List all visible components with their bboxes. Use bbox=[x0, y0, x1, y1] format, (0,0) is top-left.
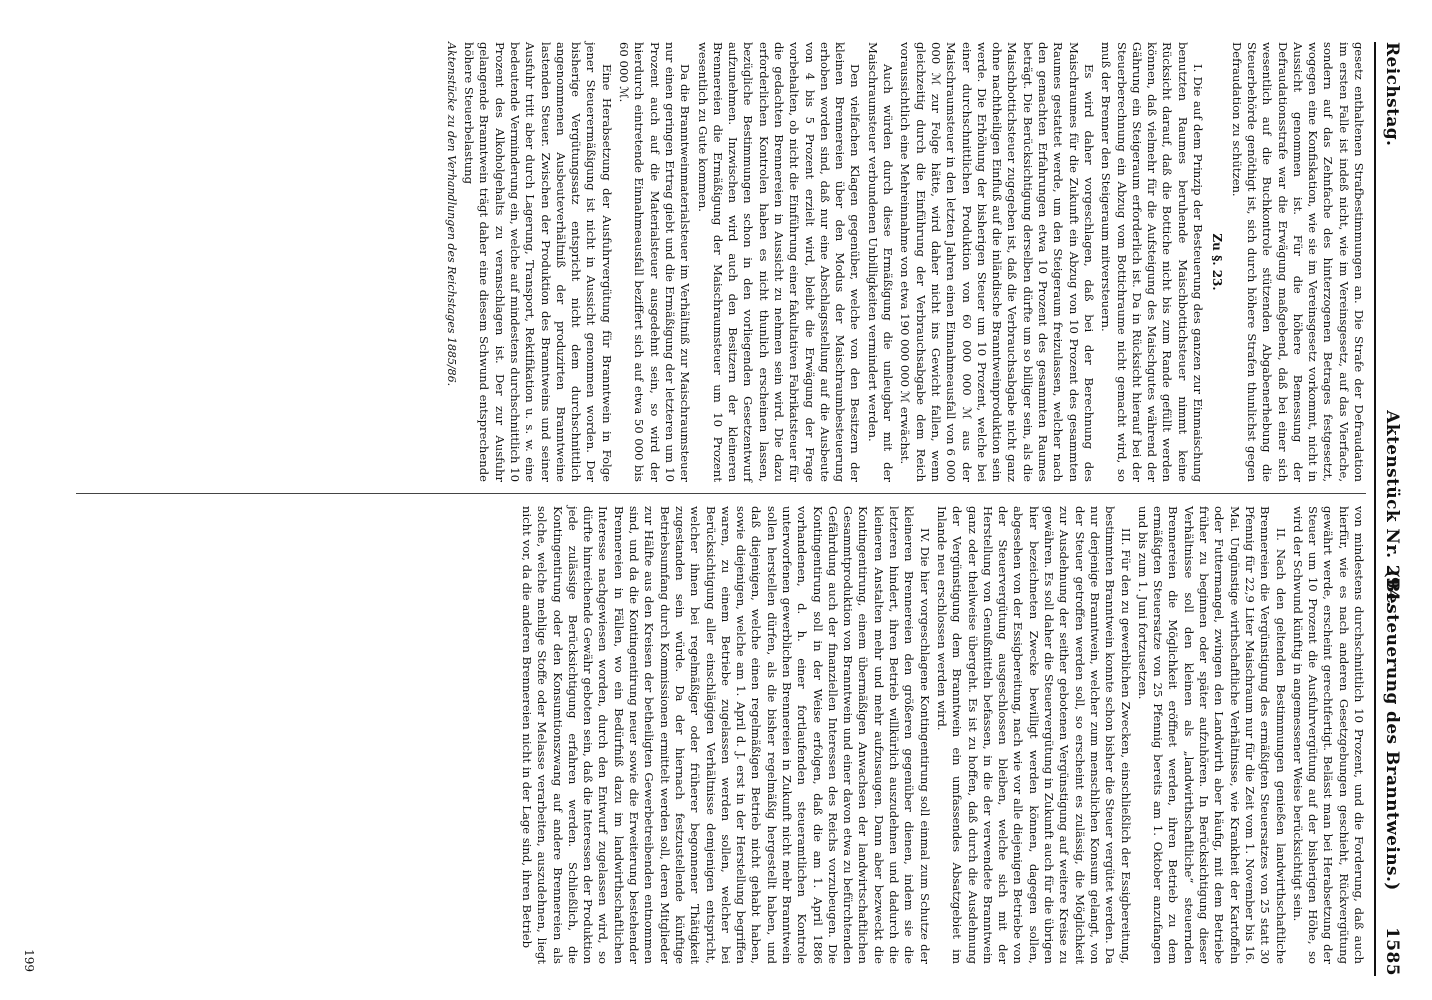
left-paragraph: Den vielfachen Klagen gegenüber, welche von den Besitzern der kleinen Brennereien über den Modus der Maischraumbesteuerung erhoben worden sind, daß nur eine Abschlagsstellung auf die Ausbeute von 4 bis 5 Prozent erzielt wird, bleibt die Erwägung der Frage vorbehalten, ob nicht die Einführung einer fakultativen Fabrikatsteuer für die gedachten Brennereien in Aussicht zu nehmen sein wird. Die dazu erforderlichen Kontrolen haben es nicht thunlich erscheinen lassen, bezügliche Bestimmungen schon in den vorliegenden Gesetzentwurf aufzunehmen. Inzwischen wird auch den Besitzern der kleineren Brennereien die Ermäßigung der Maischraumsteuer um 10 Prozent wesentlich zu Gute kommen. bbox=[695, 42, 863, 482]
right-column bbox=[517, 506, 1366, 964]
sheet-number: 199 bbox=[22, 949, 36, 972]
column-divider bbox=[76, 493, 1366, 494]
left-paragraph: Auch würden durch diese Ermäßigung die unleugbar mit der Maischraumsteuer verbundenen Unbilligkeiten vermindert werden. bbox=[865, 42, 896, 482]
page-header bbox=[1374, 42, 1412, 976]
left-paragraph: gesetz enthaltenen Strafbestimmungen an. Die Strafe der Defraudation im ersten Falle ist indeß nicht, wie im Vereinsgesetz, auf das Vierfache, sondern auf das Zehnfache des hinterzogenen Betrages festgesetzt, wogegen eine Konfiskation, wie sie im Vereinsgesetz vorkommt, nicht in Aussicht genommen ist. Für die höhere Bemessung der Defraudationsstrafe war die Erwägung maßgebend, daß bei einer sich wesentlich auf die Buchkontrole stützenden Abgabenerhebung die Steuerbehörde genöthigt ist, sich durch höhere Strafen thunlichst gegen Defraudation zu schützen. bbox=[1229, 42, 1366, 482]
section-heading: Zu §. 23. bbox=[1210, 233, 1225, 291]
header-center: Aktenstück Nr. 294. bbox=[1382, 410, 1402, 608]
credit-strip bbox=[0, 0, 22, 1000]
credit-text-wrap bbox=[0, 0, 3, 978]
right-paragraph: II. Nach den geltenden Bestimmungen genießen landwirthschaftliche Brennereien die Vergünstigung des ermäßigten Steuersatzes von 25 statt 30 Pfennig für 22,9 Liter Maischraum nur für die Zeit vom 1. November bis 16. Mai. Ungünstige wirthschaftliche Verhältnisse, wie Krankheit der Kartoffeln oder Futtermangel, zwingen den Landwirth aber häufig, mit dem Betriebe früher zu beginnen oder später aufzuhören. In Berücksichtigung dieser Verhältnisse soll den kleinen als „landwirthschaftliche“ steuernden Brennereien die Möglichkeit eröffnet werden, ihren Betrieb zu dem ermäßigten Steuersatze von 25 Pfennig bereits am 1. Oktober anzufangen und bis zum 1. Juni fortzusetzen. bbox=[1135, 506, 1288, 964]
footnote: Aktenstücke zu den Verhandlungen des Reichstages 1885/86. bbox=[444, 42, 458, 387]
left-paragraph: Eine Herabsetzung der Ausfuhrvergütung für Branntwein in Folge jener Steuerermäßigung ist nicht in Aussicht genommen worden. Der bisherige Vergütungssatz entspricht nicht dem durchschnittlich angenommenen Ausbeuteverhältniß der produzirten Branntweine lastenden Steuer. Zwischen der Produktion des Branntweins und seiner Ausfuhr tritt aber durch Lagerung, Transport, Rektifikation u. s. w. eine bedeutende Verminderung ein, welche auf mindestens durchschnittlich 10 Prozent des Alkoholgehalts zu veranschlagen ist. Der zur Ausfuhr gelangende Branntwein trägt daher eine diesem Schwund entsprechende höhere Steuerbelastung bbox=[462, 42, 614, 482]
header-left: Reichstag. bbox=[1382, 42, 1402, 147]
left-paragraph: Da die Branntweinmaterialsteuer im Verhältniß zur Maischraumsteuer nur einen geringen Ertrag giebt und die Ermäßigung der letzteren um 10 Prozent auch auf die Materialsteuer ausgedehnt sein, so wird der hierdurch eintretende Einnahmeausfall beziffert sich auf etwa 50 000 bis 60 000 ℳ. bbox=[617, 42, 693, 482]
page-number: 1585 bbox=[1382, 927, 1402, 976]
right-paragraph: IV. Die hier vorgeschlagene Kontingentirung soll einmal zum Schutze der kleineren Brennereien den größeren gegenüber dienen, indem sie die letzteren hindert, ihren Betrieb willkürlich auszudehnen und dadurch die kleineren Anstalten mehr und mehr aufzusaugen. Dann aber bezweckt die Kontingentirung, einem übermäßigen Anwachsen der landwirtschaftlichen Gesammtproduktion von Branntwein und einer davon etwa zu befürchtenden Gefährdung auch der finanziellen Interessen des Reichs vorzubeugen. Die Kontingentirung soll in der Weise erfolgen, daß die am 1. April 1886 vorhandenen, d. h. einer fortlaufenden steueramtlichen Kontrole unterworfenen gewerblichen Brennereien in Zukunft nicht mehr Branntwein sollen herstellen dürfen, als die bisher regelmäßig hergestellt haben, und daß diejenigen, welche einen regelmäßigen Betrieb nicht gehabt haben, sowie diejenigen, welche am 1. April d. J. erst in der Herstellung begriffen waren, zu einem Betriebe zugelassen werden sollen, welcher bei Berücksichtigung aller einschlägigen Verhältnisse demjenigen entspricht, welcher ihnen bei regelmäßiger oder früherer begonnener Thätigkeit zugestanden sein würde. Da der hiernach festzustellende künftige Betriebsumfang durch Kommissionen ermittelt werden soll, deren Mitglieder zur Hälfte aus den Kreisen der betheiligten Gewerbetreibenden entnommen sind, und da die Kontingentirung neuer sowie die Erweiterung bestehender Brennereien in Fällen, wo ein Bedürfniß dazu im landwirthschaftlichen Interesse nachgewiesen worden, durch den Entwurf zugelassen wird, so dürfte hinreichende Gewähr geboten sein, daß die Interessen der Produktion jede zulässige Berücksichtigung erfahren werden. Schließlich, die Kontingentirung oder den Konsumtionszwang auf andere Brennereien als solche, welche mehlige Stoffe oder Melasse verarbeiten, auszudehnen, liegt nicht vor, da die anderen Brennereien nicht in der Lage sind, ihren Betrieb bbox=[519, 506, 932, 964]
right-paragraph: III. Für den zu gewerblichen Zwecken, einschließlich der Essigbereitung, bestimmten Branntwein konnte schon bisher die Steuer vergütet werden. Da nur derjenige Branntwein, welcher zum menschlichen Konsum gelangt, von der Steuer getroffen werden soll, so erscheint es zulässig, die Möglichkeit zur Ausdehnung der seither gebotenen Vergünstigung auf weitere Kreise zu gewähren. Es soll daher die Steuervergütung in Zukunft auch für die übrigen hier bezeichneten Zwecke bewilligt werden können, dagegen sollen, abgesehen von der Essigbereitung, nach wie vor alle diejenigen Betriebe von der Steuervergütung ausgeschlossen bleiben, welche sich mit der Herstellung von Genußmitteln befassen, in die der verwendete Branntwein ganz oder theilweise übergeht. Es ist zu hoffen, daß durch die Ausdehnung der Vergünstigung dem Branntwein ein umfassendes Absatzgebiet im Inlande neu erschlossen werden wird. bbox=[934, 506, 1133, 964]
left-paragraph: I. Die auf dem Prinzip der Besteuerung des ganzen zur Einmaischung benutzten Raumes beruhende Maischbottichsteuer nimmt keine Rücksicht darauf, daß die Bottiche nicht bis zum Rande gefüllt werden können, daß vielmehr für die Aufsteigung des Maischgutes während der Gährung ein Steigeraum erforderlich ist. Da in Rücksicht hierauf bei der Steuerberechnung ein Abzug vom Bottichraume nicht gemacht wird, so muß der Brenner den Steigeraum mitversteuern. bbox=[1099, 42, 1206, 482]
header-right bbox=[1382, 570, 1402, 976]
left-column bbox=[441, 42, 1366, 482]
right-paragraph: von mindestens durchschnittlich 10 Prozent, und die Forderung, daß auch hierfür, wie es nach anderen Gesetzgebungen geschieht, Rückvergütung gewährt werde, erscheint gerechtfertigt. Belässt man bei Herabsetzung der Steuer um 10 Prozent die Ausfuhrvergütung auf der bisherigen Höhe, so wird der Schwund künftig in angemessener Weise berücksichtigt sein. bbox=[1290, 506, 1366, 964]
left-paragraph: Es wird daher vorgeschlagen, daß bei der Berechnung des Maischraumes für die Zukunft ein Abzug von 10 Prozent des gesammten Raumes gestattet werde, um den Steigeraum freizulassen, welcher nach den gemachten Erfahrungen etwa 10 Prozent des gesammten Raumes beträgt. Die Berücksichtigung derselben dürfte um so billiger sein, als die Maischbottichsteuer zugegeben ist, daß die Verbrauchsabgabe nicht ganz ohne nachtheiligen Einfluß auf die inländische Branntweinproduktion sein werde. Die Erhöhung der bisherigen Steuer um 10 Prozent, welche bei einer durchschnittlichen Produktion von 60 000 000 ℳ aus der Maischraumsteuer in den letzten Jahren einen Einnahmeausfall von 6 000 000 ℳ zur Folge hätte, wird daher nicht ins Gewicht fallen, wenn gleichzeitig durch die Einführung der Verbrauchsabgabe dem Reich voraussichtlich eine Mehreinnahme von etwa 190 000 000 ℳ erwächst. bbox=[898, 42, 1096, 482]
header-right-title: (Besteuerung des Branntweins.) bbox=[1382, 569, 1402, 891]
